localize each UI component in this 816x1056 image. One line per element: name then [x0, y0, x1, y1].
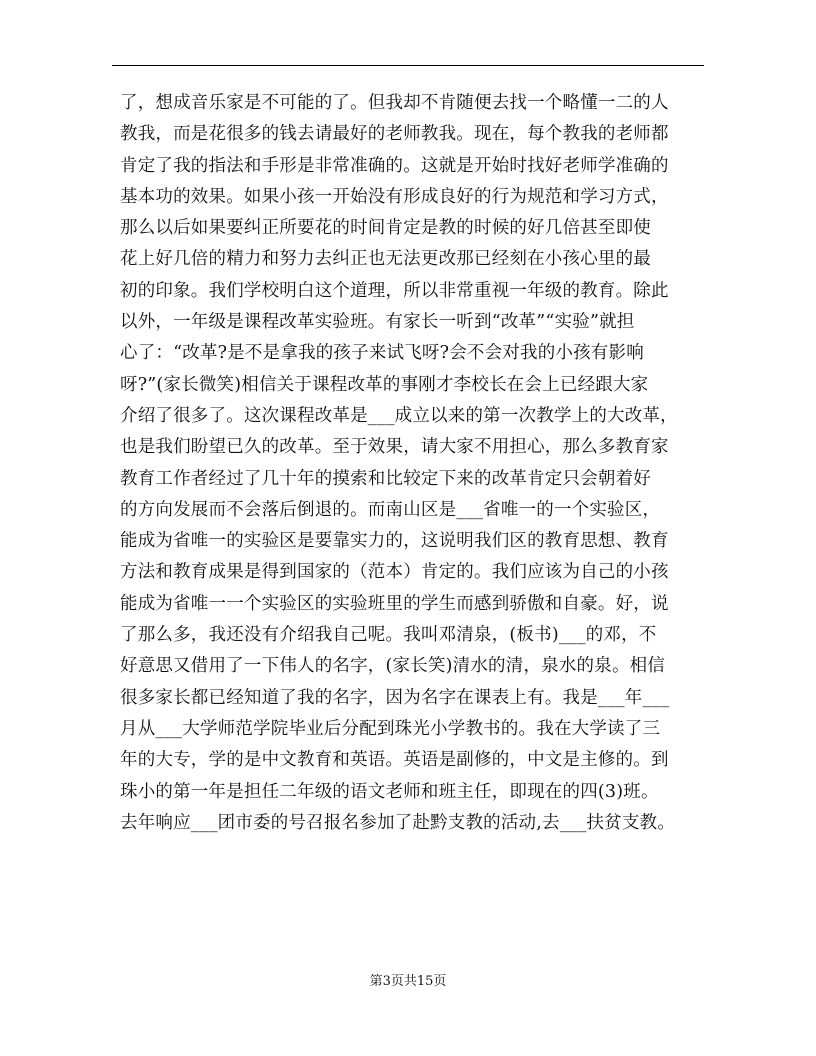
- text-line: 心了：“改革?是不是拿我的孩子来试飞呀?会不会对我的小孩有影响: [120, 343, 644, 364]
- text-line: 很多家长都已经知道了我的名字，因为名字在课表上有。我是___年___: [120, 687, 670, 708]
- text-line: 教育工作者经过了几十年的摸索和比较定下来的改革肯定只会朝着好: [120, 468, 651, 489]
- text-line: 好意思又借用了一下伟人的名字，(家长笑)清水的清，泉水的泉。相信: [120, 656, 666, 677]
- header-rule: [112, 65, 704, 66]
- text-line: 基本功的效果。如果小孩一开始没有形成良好的行为规范和学习方式，: [120, 186, 669, 207]
- text-line: 肯定了我的指法和手形是非常准确的。这就是开始时找好老师学准确的: [120, 155, 669, 176]
- text-line: 那么以后如果要纠正所要花的时间肯定是教的时候的好几倍甚至即使: [120, 218, 651, 239]
- text-line: 教我，而是花很多的钱去请最好的老师教我。现在，每个教我的老师都: [120, 124, 669, 145]
- text-line: 也是我们盼望已久的改革。至于效果，请大家不用担心，那么多教育家: [120, 437, 669, 458]
- text-line: 方法和教育成果是得到国家的（范本）肯定的。我们应该为自己的小孩: [120, 562, 669, 583]
- text-line: 的方向发展而不会落后倒退的。而南山区是___省唯一的一个实验区，: [120, 499, 661, 520]
- text-line: 介绍了很多了。这次课程改革是___成立以来的第一次教学上的大改革，: [120, 405, 678, 426]
- text-line: 年的大专，学的是中文教育和英语。英语是副修的，中文是主修的。到: [120, 750, 669, 771]
- text-line: 能成为省唯一一个实验区的实验班里的学生而感到骄傲和自豪。好，说: [120, 593, 669, 614]
- page-number: 第3页共15页: [369, 974, 447, 989]
- text-line: 了，想成音乐家是不可能的了。但我却不肯随便去找一个略懂一二的人: [120, 93, 669, 113]
- document-body: [120, 88, 710, 839]
- text-line: 了那么多，我还没有介绍我自己呢。我叫邓清泉，(板书)___的邓，不: [120, 625, 657, 646]
- text-line: 去年响应___团市委的号召报名参加了赴黔支教的活动,去___扶贫支教。: [120, 812, 676, 833]
- text-line: 能成为省唯一的实验区是要靠实力的，这说明我们区的教育思想、教育: [120, 531, 669, 552]
- text-line: 花上好几倍的精力和努力去纠正也无法更改那已经刻在小孩心里的最: [120, 249, 651, 270]
- text-line: 以外，一年级是课程改革实验班。有家长一听到“改革”“实验”就担: [120, 312, 635, 333]
- text-line: 珠小的第一年是担任二年级的语文老师和班主任，即现在的四(3)班。: [120, 781, 659, 802]
- text-line: 呀?”(家长微笑)相信关于课程改革的事刚才李校长在会上已经跟大家: [120, 374, 649, 395]
- text-line: 月从___大学师范学院毕业后分配到珠光小学教书的。我在大学读了三: [120, 718, 661, 739]
- text-line: 初的印象。我们学校明白这个道理，所以非常重视一年级的教育。除此: [120, 280, 669, 301]
